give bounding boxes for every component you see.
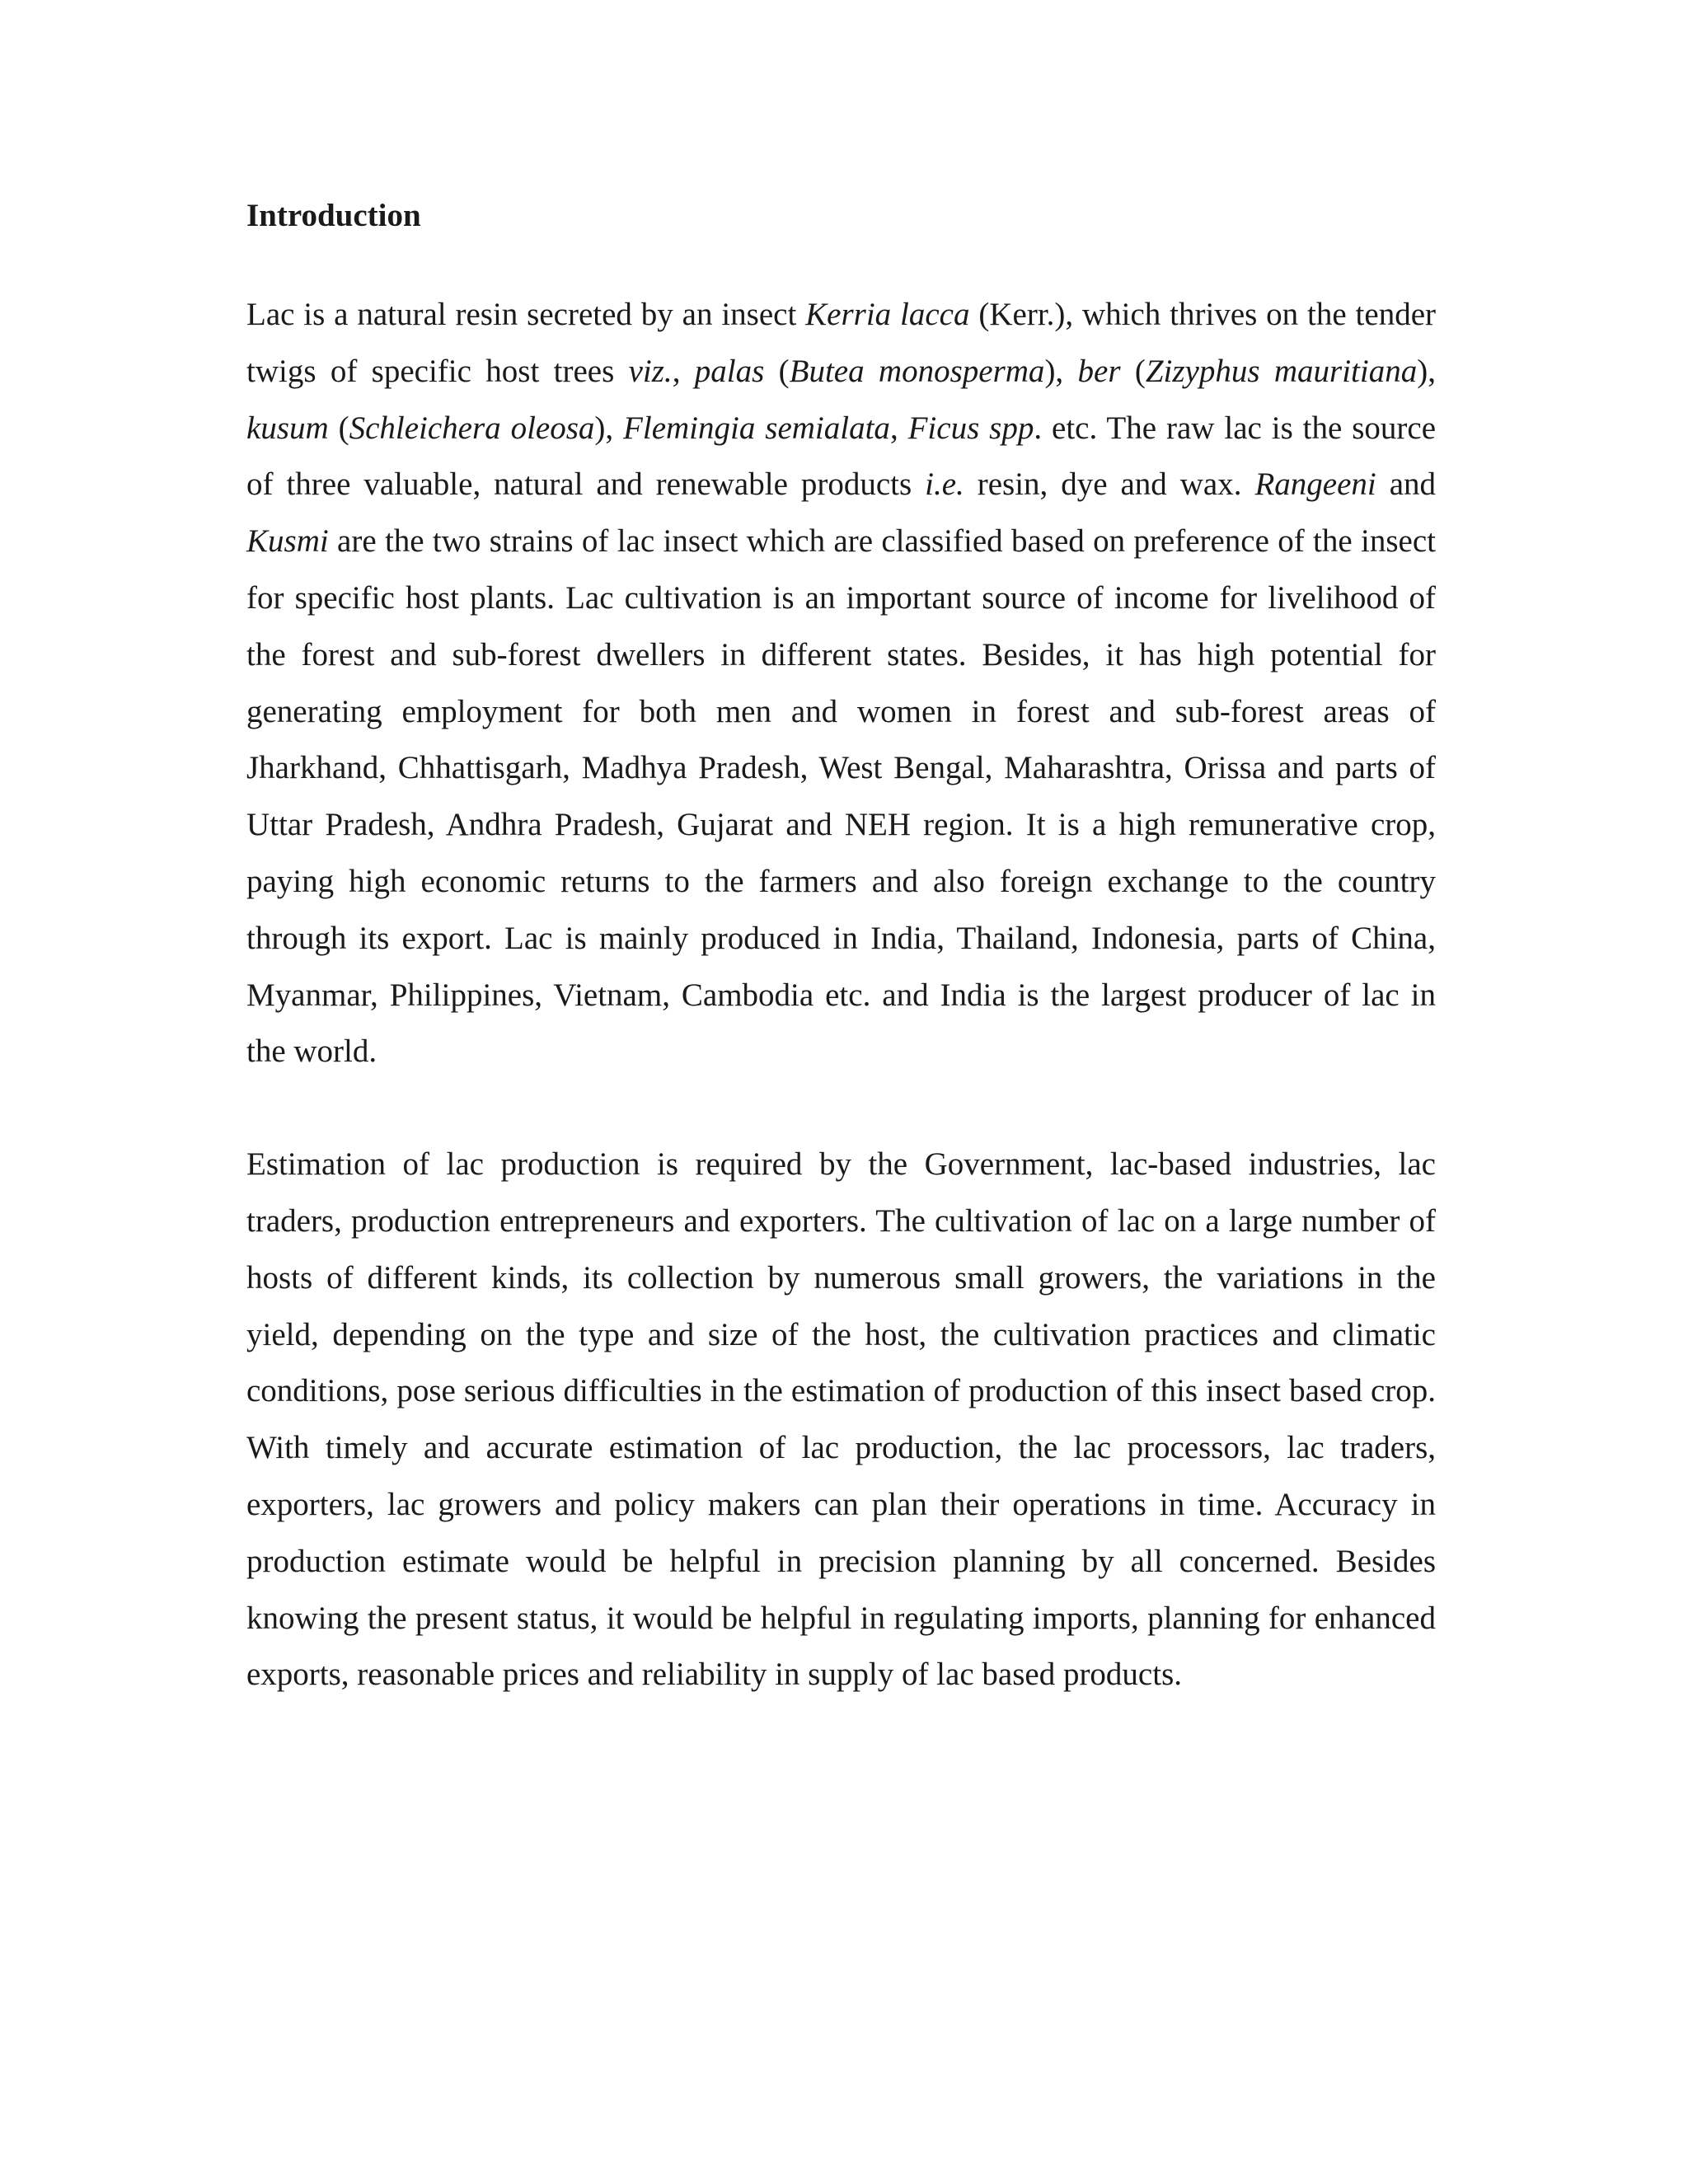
text-run: and xyxy=(1376,466,1437,503)
text-run: ), xyxy=(594,410,624,446)
italic-text: Flemingia semialata xyxy=(623,410,890,446)
text-run: ( xyxy=(764,353,790,389)
text-run: . etc. The raw lac is the source of three valuable, natural and renewable products xyxy=(246,410,1436,503)
italic-text: Rangeeni xyxy=(1254,466,1376,503)
italic-text: Ficus spp xyxy=(907,410,1034,446)
paragraph xyxy=(246,287,1436,1080)
italic-text: Kerria lacca xyxy=(805,297,970,332)
italic-text: Butea monosperma xyxy=(789,353,1045,389)
paragraph xyxy=(246,1137,1436,1704)
text-run: ), xyxy=(1417,353,1436,389)
body-text xyxy=(246,287,1436,1704)
italic-text: Schleichera oleosa xyxy=(349,410,595,446)
italic-text: Kusmi xyxy=(246,523,329,560)
document-page xyxy=(246,194,1436,1704)
italic-text: kusum xyxy=(246,410,329,446)
text-run: ( xyxy=(1120,353,1146,389)
text-run: Lac is a natural resin secreted by an insect xyxy=(246,297,806,332)
text-run: (Kerr.), which thrives on the tender twigs of specific host trees xyxy=(246,297,1437,389)
section-heading: Introduction xyxy=(246,198,421,233)
italic-text: viz. xyxy=(628,353,673,389)
italic-text: ber xyxy=(1077,353,1121,389)
italic-text: palas xyxy=(694,353,765,389)
text-run: Estimation of lac production is required by the Government, lac-based industries, lac traders, production entrepreneurs and exporters. The cultivation of lac on a large number of hosts of different kinds, its collection by numerous small growers, the variations in the yield, depending on the type and size of the host, the cultivation practices and climatic conditions, pose serious difficulties in the estimation of production of this insect based crop. With timely and accurate estimation of lac production, the lac processors, lac traders, exporters, lac growers and policy makers can plan their operations in time. Accuracy in production estimate would be helpful in precision planning by all concerned. Besides knowing the present status, it would be helpful in regulating imports, planning for enhanced exports, reasonable prices and reliability in supply of lac based products. xyxy=(246,1146,1436,1693)
text-run: , xyxy=(889,410,908,446)
text-run: ( xyxy=(328,410,349,446)
italic-text: i.e. xyxy=(925,466,964,503)
italic-text: Zizyphus mauritiana xyxy=(1145,353,1418,389)
text-run: ), xyxy=(1044,353,1078,389)
text-run: resin, dye and wax. xyxy=(964,466,1255,503)
text-run: are the two strains of lac insect which are classified based on preference of the insect for specific host plants. Lac cultivation is an important source of income for livelihood of the forest and sub-forest dwellers in different states. Besides, it has high potential for generating employment for both men and women in forest and sub-forest areas of Jharkhand, Chhattisgarh, Madhya Pradesh, West Bengal, Maharashtra, Orissa and parts of Uttar Pradesh, Andhra Pradesh, Gujarat and NEH region. It is a high remunerative crop, paying high economic returns to the farmers and also foreign exchange to the country through its export. Lac is mainly produced in India, Thailand, Indonesia, parts of China, Myanmar, Philippines, Vietnam, Cambodia etc. and India is the largest producer of lac in the world. xyxy=(246,523,1436,1070)
text-run: , xyxy=(672,353,695,389)
